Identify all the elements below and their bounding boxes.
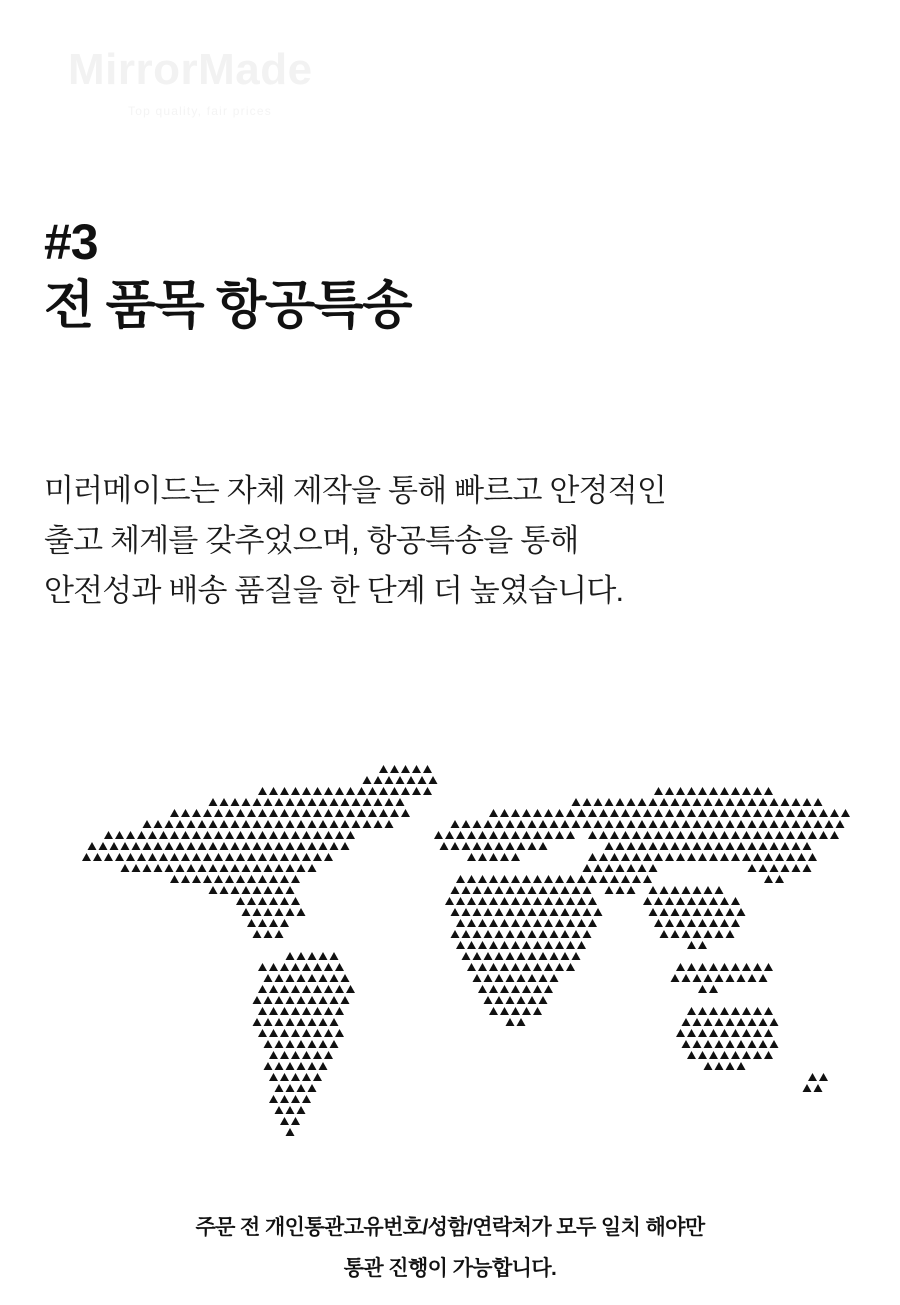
page-title: 전 품목 항공특송: [44, 277, 412, 335]
world-map: [0, 745, 900, 1155]
brand-watermark-tagline: Top quality, fair prices: [128, 104, 272, 118]
section-heading: [44, 216, 864, 335]
brand-watermark: [68, 45, 358, 128]
footnote: [0, 1208, 900, 1290]
body-line: 안전성과 배송 품질을 한 단계 더 높였습니다.: [44, 573, 624, 609]
body-paragraph: [44, 466, 874, 617]
footnote-line: 주문 전 개인통관고유번호/성함/연락처가 모두 일치 해야만: [195, 1216, 705, 1239]
footnote-line: 통관 진행이 가능합니다.: [343, 1256, 557, 1280]
section-number: #3: [44, 214, 98, 270]
world-map-icon: [0, 745, 900, 1155]
body-line: 출고 체계를 갖추었으며, 항공특송을 통해: [44, 523, 579, 559]
body-line: 미러메이드는 자체 제작을 통해 빠르고 안정적인: [44, 473, 666, 508]
brand-watermark-name: MirrorMade: [68, 45, 313, 94]
